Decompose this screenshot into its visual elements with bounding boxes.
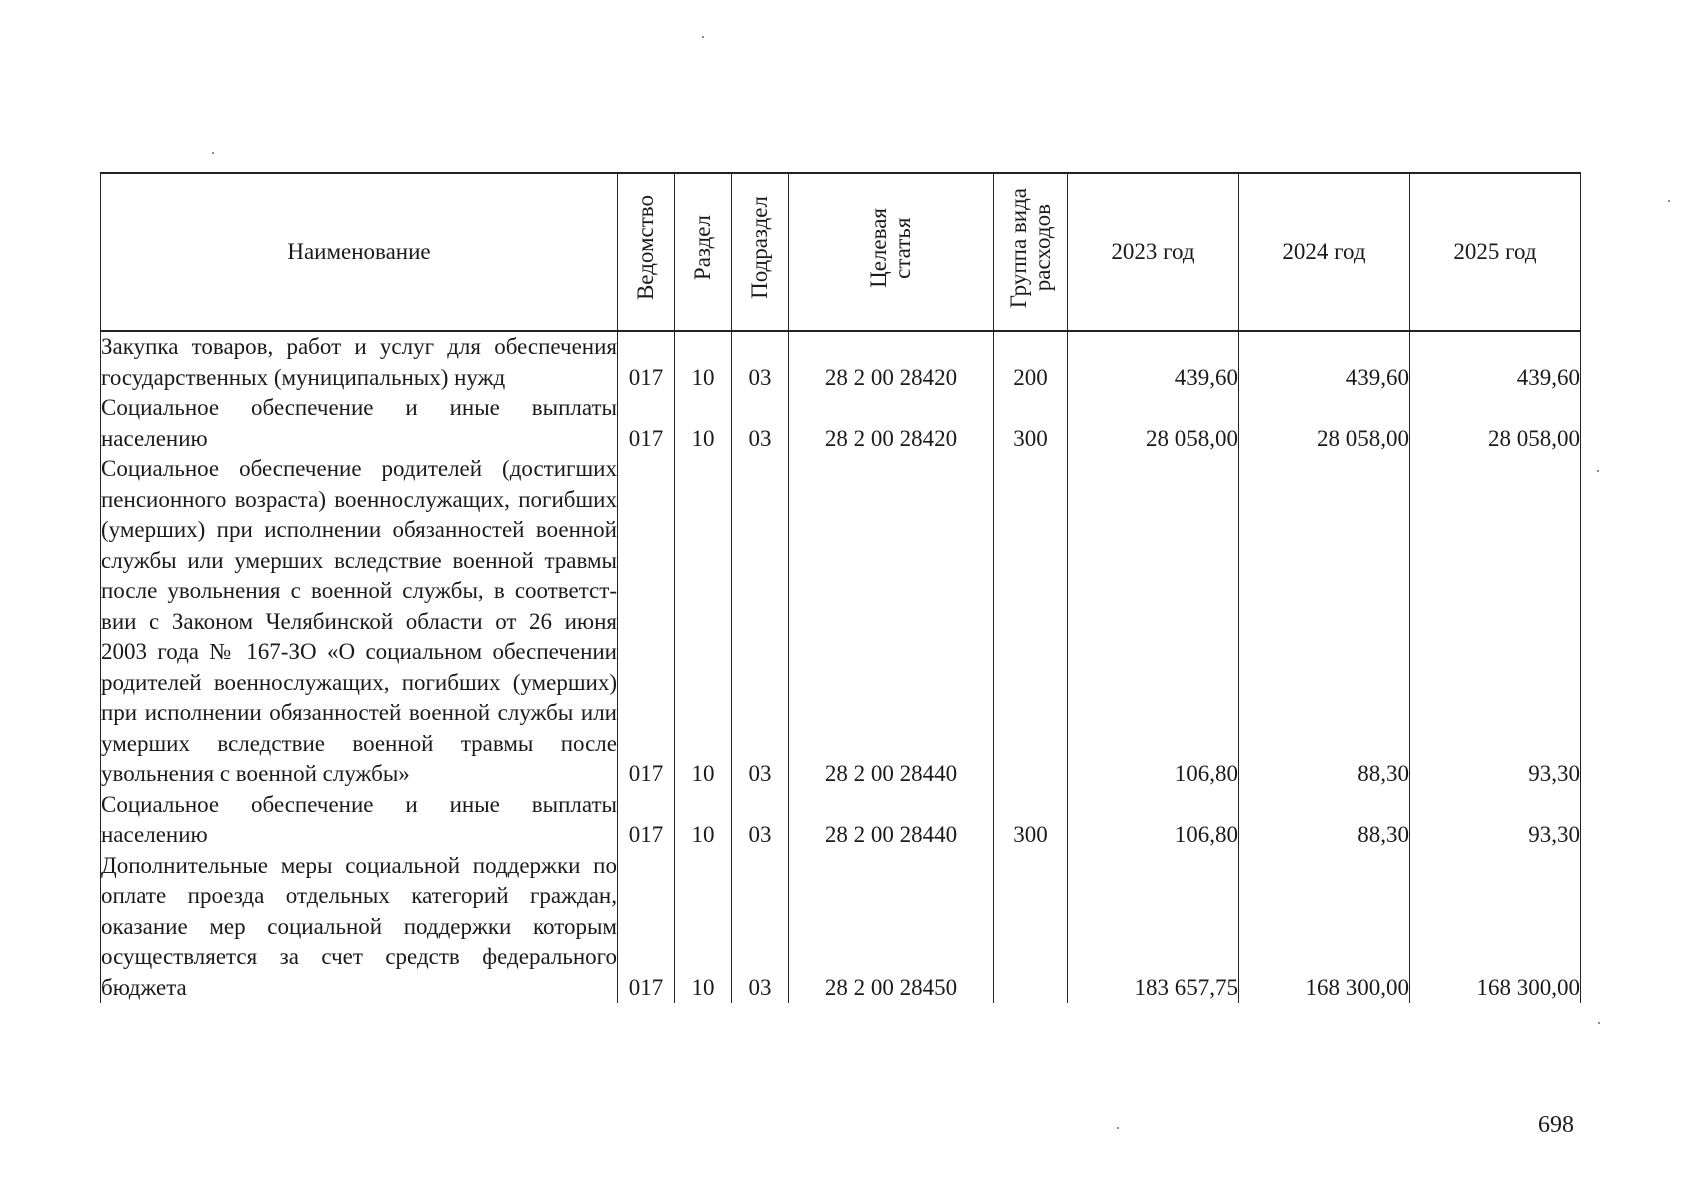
cell-target-article: 28 2 00 28450 [789,851,994,1004]
cell-target-article: 28 2 00 28440 [789,454,994,790]
cell-y2023: 106,80 [1068,790,1239,851]
cell-y2023: 28 058,00 [1068,393,1239,454]
header-subsection: Подраздел [732,173,789,331]
cell-target-article: 28 2 00 28420 [789,393,994,454]
table-row [101,393,1581,454]
cell-y2024: 28 058,00 [1239,393,1410,454]
budget-table [100,172,1581,1003]
cell-department: 017 [618,454,675,790]
cell-target-article: 28 2 00 28420 [789,331,994,393]
cell-subsection: 03 [732,331,789,393]
cell-y2024: 88,30 [1239,454,1410,790]
cell-y2024: 439,60 [1239,331,1410,393]
cell-y2025: 93,30 [1410,790,1581,851]
cell-name: Дополнительные меры социальной поддержки по оплате проезда отдельных категорий граждан, оказание мер социальной поддержки которым осуществляется за счет средств федерального бюджета [101,851,618,1004]
cell-section: 10 [675,331,732,393]
cell-department: 017 [618,331,675,393]
scan-speck [1597,470,1599,472]
cell-y2023: 183 657,75 [1068,851,1239,1004]
table-row [101,851,1581,1004]
cell-department: 017 [618,790,675,851]
cell-department: 017 [618,393,675,454]
page-number: 698 [1538,1112,1574,1138]
scan-speck [1598,1022,1600,1024]
cell-y2025: 93,30 [1410,454,1581,790]
cell-section: 10 [675,790,732,851]
cell-section: 10 [675,454,732,790]
table-row [101,454,1581,790]
cell-expense-group: 300 [994,790,1068,851]
scan-speck [1668,200,1670,202]
cell-y2025: 439,60 [1410,331,1581,393]
header-department: Ведомство [618,173,675,331]
cell-section: 10 [675,393,732,454]
scan-speck [212,152,214,154]
header-year-2024: 2024 год [1239,173,1410,331]
cell-expense-group [994,454,1068,790]
header-target-article: Целевая статья [789,173,994,331]
cell-y2025: 168 300,00 [1410,851,1581,1004]
cell-target-article: 28 2 00 28440 [789,790,994,851]
cell-department: 017 [618,851,675,1004]
header-name: Наименование [101,173,618,331]
scan-speck [1117,1127,1119,1129]
header-year-2023: 2023 год [1068,173,1239,331]
table-header-row [101,173,1581,331]
cell-subsection: 03 [732,454,789,790]
table-row [101,331,1581,393]
cell-y2024: 88,30 [1239,790,1410,851]
scan-speck [702,36,704,38]
cell-expense-group [994,851,1068,1004]
cell-name: Социальное обеспечение и иные выплаты населению [101,393,618,454]
header-expense-group: Группа вида расходов [994,173,1068,331]
cell-name: Социальное обеспечение родителей (достигших пенсионного возраста) военнослужащих, погибших (умерших) при исполнении обязанностей военной службы или умерших вследствие военной травмы после увольнения с военной службы, в соответствии с Законом Челябинской области от 26 июня 2003 года № 167-ЗО «О социальном обеспечении родителей военнослужащих, погибших (умерших) при исполнении обязанностей военной службы или умерших вследствие военной травмы после увольнения с военной службы» [101,454,618,790]
cell-y2025: 28 058,00 [1410,393,1581,454]
cell-name: Закупка товаров, работ и услуг для обеспечения государственных (муниципальных) нужд [101,331,618,393]
header-year-2025: 2025 год [1410,173,1581,331]
cell-section: 10 [675,851,732,1004]
header-section: Раздел [675,173,732,331]
cell-subsection: 03 [732,393,789,454]
cell-name: Социальное обеспечение и иные выплаты населению [101,790,618,851]
table-row [101,790,1581,851]
cell-y2023: 106,80 [1068,454,1239,790]
cell-expense-group: 300 [994,393,1068,454]
cell-expense-group: 200 [994,331,1068,393]
cell-y2023: 439,60 [1068,331,1239,393]
cell-y2024: 168 300,00 [1239,851,1410,1004]
cell-subsection: 03 [732,790,789,851]
cell-subsection: 03 [732,851,789,1004]
